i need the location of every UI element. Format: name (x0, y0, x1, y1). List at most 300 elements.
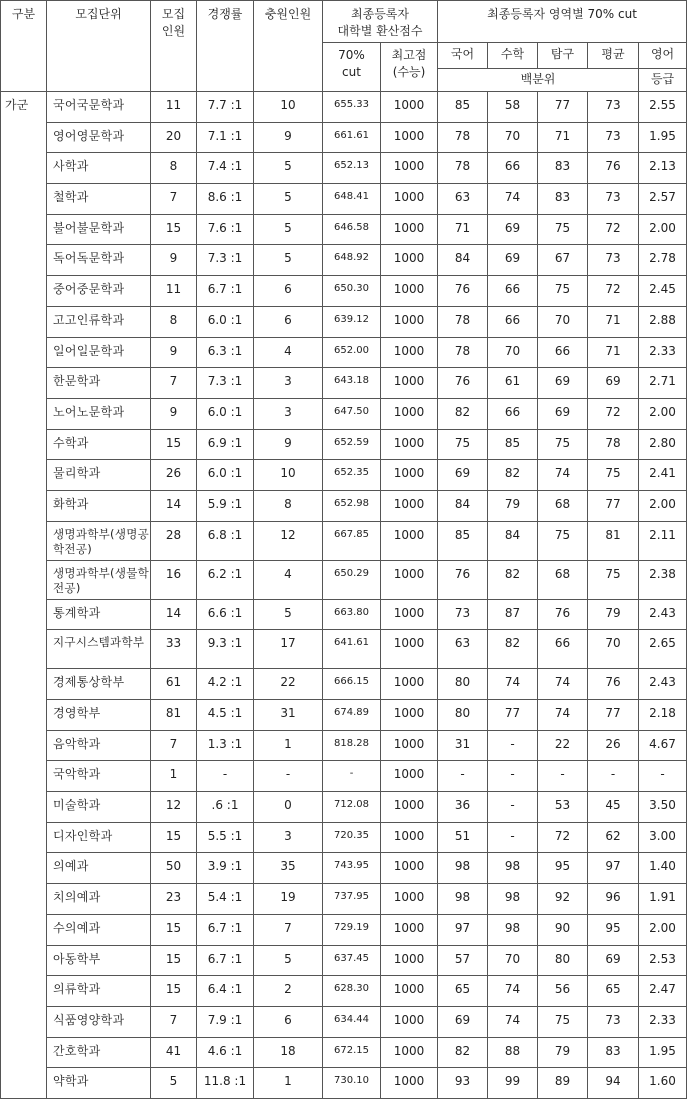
korean-cell: 84 (438, 245, 488, 276)
table-row (1, 368, 687, 399)
table-row (1, 460, 687, 491)
inquiry-cell: 70 (538, 306, 588, 337)
inquiry-cell: 80 (538, 945, 588, 976)
math-cell: - (488, 822, 538, 853)
inquiry-cell: 77 (538, 92, 588, 123)
korean-cell: 84 (438, 490, 488, 521)
math-cell: - (488, 761, 538, 792)
extra-cell: 6 (254, 276, 323, 307)
cut70-cell: 637.45 (323, 945, 381, 976)
korean-cell: 93 (438, 1068, 488, 1099)
average-cell: 96 (588, 884, 639, 915)
average-cell: 76 (588, 669, 639, 700)
cut70-cell: 634.44 (323, 1006, 381, 1037)
math-cell: 82 (488, 460, 538, 491)
competition-cell: 5.5 :1 (197, 822, 254, 853)
max-cell: 1000 (381, 306, 438, 337)
math-cell: 66 (488, 306, 538, 337)
max-cell: 1000 (381, 184, 438, 215)
extra-cell: 4 (254, 337, 323, 368)
header-area-cut: 최종등록자 영역별 70% cut (438, 1, 687, 43)
average-cell: 81 (588, 521, 639, 560)
average-cell: 75 (588, 560, 639, 599)
english-cell: 2.43 (639, 599, 687, 630)
extra-cell: 31 (254, 700, 323, 731)
max-cell: 1000 (381, 214, 438, 245)
max-cell: 1000 (381, 560, 438, 599)
english-cell: 2.45 (639, 276, 687, 307)
extra-cell: 4 (254, 560, 323, 599)
average-cell: 95 (588, 914, 639, 945)
table-row (1, 214, 687, 245)
math-cell: 98 (488, 884, 538, 915)
english-cell: 3.00 (639, 822, 687, 853)
table-row (1, 599, 687, 630)
math-cell: 70 (488, 945, 538, 976)
math-cell: 98 (488, 914, 538, 945)
quota-cell: 1 (151, 761, 197, 792)
english-cell: 2.38 (639, 560, 687, 599)
english-cell: 2.41 (639, 460, 687, 491)
math-cell: 61 (488, 368, 538, 399)
korean-cell: 71 (438, 214, 488, 245)
extra-cell: 35 (254, 853, 323, 884)
inquiry-cell: 68 (538, 560, 588, 599)
quota-cell: 11 (151, 276, 197, 307)
korean-cell: 76 (438, 560, 488, 599)
table-row (1, 92, 687, 123)
table-row (1, 276, 687, 307)
max-cell: 1000 (381, 429, 438, 460)
average-cell: 62 (588, 822, 639, 853)
extra-cell: 9 (254, 122, 323, 153)
average-cell: 73 (588, 245, 639, 276)
competition-cell: 1.3 :1 (197, 730, 254, 761)
extra-cell: 5 (254, 214, 323, 245)
max-cell: 1000 (381, 1037, 438, 1068)
math-cell: 74 (488, 669, 538, 700)
extra-cell: 0 (254, 792, 323, 823)
table-row (1, 945, 687, 976)
competition-cell: 3.9 :1 (197, 853, 254, 884)
unit-cell: 물리학과 (47, 460, 151, 491)
english-cell: 2.33 (639, 1006, 687, 1037)
english-cell: 1.95 (639, 1037, 687, 1068)
header-percentile: 백분위 (438, 69, 639, 92)
max-cell: 1000 (381, 398, 438, 429)
cut70-cell: 652.35 (323, 460, 381, 491)
korean-cell: 69 (438, 460, 488, 491)
english-cell: 1.95 (639, 122, 687, 153)
inquiry-cell: 68 (538, 490, 588, 521)
cut70-cell: - (323, 761, 381, 792)
unit-cell: 수학과 (47, 429, 151, 460)
average-cell: 77 (588, 700, 639, 731)
competition-cell: 7.4 :1 (197, 153, 254, 184)
unit-cell: 화학과 (47, 490, 151, 521)
quota-cell: 15 (151, 914, 197, 945)
header-average: 평균 (588, 43, 639, 69)
header-korean: 국어 (438, 43, 488, 69)
competition-cell: 5.4 :1 (197, 884, 254, 915)
korean-cell: 78 (438, 153, 488, 184)
inquiry-cell: 75 (538, 276, 588, 307)
average-cell: 78 (588, 429, 639, 460)
korean-cell: 80 (438, 669, 488, 700)
inquiry-cell: 67 (538, 245, 588, 276)
competition-cell: 4.2 :1 (197, 669, 254, 700)
max-cell: 1000 (381, 884, 438, 915)
inquiry-cell: 74 (538, 669, 588, 700)
english-cell: 4.67 (639, 730, 687, 761)
cut70-cell: 730.10 (323, 1068, 381, 1099)
inquiry-cell: 22 (538, 730, 588, 761)
unit-cell: 디자인학과 (47, 822, 151, 853)
table-row (1, 1006, 687, 1037)
inquiry-cell: 74 (538, 460, 588, 491)
max-cell: 1000 (381, 700, 438, 731)
korean-cell: 69 (438, 1006, 488, 1037)
extra-cell: 19 (254, 884, 323, 915)
header-inquiry: 탐구 (538, 43, 588, 69)
quota-cell: 15 (151, 429, 197, 460)
competition-cell: 5.9 :1 (197, 490, 254, 521)
cut70-cell: 818.28 (323, 730, 381, 761)
table-row (1, 884, 687, 915)
math-cell: 82 (488, 560, 538, 599)
cut70-cell: 652.13 (323, 153, 381, 184)
quota-cell: 20 (151, 122, 197, 153)
unit-cell: 영어영문학과 (47, 122, 151, 153)
extra-cell: 8 (254, 490, 323, 521)
inquiry-cell: 56 (538, 976, 588, 1007)
korean-cell: 63 (438, 630, 488, 669)
inquiry-cell: 75 (538, 214, 588, 245)
english-cell: 2.00 (639, 490, 687, 521)
quota-cell: 15 (151, 214, 197, 245)
korean-cell: 75 (438, 429, 488, 460)
cut70-cell: 643.18 (323, 368, 381, 399)
average-cell: 73 (588, 92, 639, 123)
average-cell: 65 (588, 976, 639, 1007)
average-cell: 72 (588, 398, 639, 429)
extra-cell: 2 (254, 976, 323, 1007)
competition-cell: 6.0 :1 (197, 460, 254, 491)
unit-cell: 국어국문학과 (47, 92, 151, 123)
max-cell: 1000 (381, 337, 438, 368)
math-cell: 66 (488, 276, 538, 307)
header-math: 수학 (488, 43, 538, 69)
competition-cell: 7.6 :1 (197, 214, 254, 245)
english-cell: 2.33 (639, 337, 687, 368)
quota-cell: 9 (151, 337, 197, 368)
english-cell: 2.47 (639, 976, 687, 1007)
header-cut70: 70% cut (323, 43, 381, 92)
cut70-cell: 641.61 (323, 630, 381, 669)
quota-cell: 23 (151, 884, 197, 915)
unit-cell: 사학과 (47, 153, 151, 184)
quota-cell: 8 (151, 153, 197, 184)
english-cell: 2.88 (639, 306, 687, 337)
math-cell: 79 (488, 490, 538, 521)
english-cell: 2.55 (639, 92, 687, 123)
table-row (1, 153, 687, 184)
table-body (1, 92, 687, 1099)
unit-cell: 생명과학부(생물학전공) (47, 560, 151, 599)
max-cell: 1000 (381, 245, 438, 276)
inquiry-cell: 71 (538, 122, 588, 153)
english-cell: 2.00 (639, 914, 687, 945)
max-cell: 1000 (381, 460, 438, 491)
english-cell: 1.40 (639, 853, 687, 884)
quota-cell: 14 (151, 490, 197, 521)
competition-cell: 6.0 :1 (197, 306, 254, 337)
cut70-cell: 743.95 (323, 853, 381, 884)
cut70-cell: 628.30 (323, 976, 381, 1007)
table-row (1, 122, 687, 153)
extra-cell: 5 (254, 599, 323, 630)
math-cell: 70 (488, 337, 538, 368)
english-cell: 1.60 (639, 1068, 687, 1099)
quota-cell: 8 (151, 306, 197, 337)
english-cell: 2.53 (639, 945, 687, 976)
quota-cell: 12 (151, 792, 197, 823)
competition-cell: 6.0 :1 (197, 398, 254, 429)
inquiry-cell: 66 (538, 337, 588, 368)
quota-cell: 15 (151, 976, 197, 1007)
average-cell: 83 (588, 1037, 639, 1068)
unit-cell: 통계학과 (47, 599, 151, 630)
competition-cell: 4.5 :1 (197, 700, 254, 731)
quota-cell: 11 (151, 92, 197, 123)
inquiry-cell: - (538, 761, 588, 792)
cut70-cell: 650.29 (323, 560, 381, 599)
cut70-cell: 666.15 (323, 669, 381, 700)
korean-cell: 97 (438, 914, 488, 945)
extra-cell: 1 (254, 1068, 323, 1099)
math-cell: 74 (488, 1006, 538, 1037)
average-cell: 69 (588, 945, 639, 976)
quota-cell: 5 (151, 1068, 197, 1099)
cut70-cell: 655.33 (323, 92, 381, 123)
cut70-cell: 648.92 (323, 245, 381, 276)
quota-cell: 81 (151, 700, 197, 731)
competition-cell: 7.3 :1 (197, 368, 254, 399)
quota-cell: 7 (151, 184, 197, 215)
quota-cell: 41 (151, 1037, 197, 1068)
table-row (1, 490, 687, 521)
extra-cell: 18 (254, 1037, 323, 1068)
competition-cell: .6 :1 (197, 792, 254, 823)
max-cell: 1000 (381, 914, 438, 945)
average-cell: 70 (588, 630, 639, 669)
unit-cell: 고고인류학과 (47, 306, 151, 337)
unit-cell: 국악학과 (47, 761, 151, 792)
unit-cell: 수의예과 (47, 914, 151, 945)
max-cell: 1000 (381, 368, 438, 399)
unit-cell: 치의예과 (47, 884, 151, 915)
english-cell: 2.00 (639, 214, 687, 245)
math-cell: - (488, 792, 538, 823)
english-cell: 1.91 (639, 884, 687, 915)
competition-cell: 6.3 :1 (197, 337, 254, 368)
quota-cell: 7 (151, 368, 197, 399)
table-row (1, 792, 687, 823)
average-cell: 71 (588, 337, 639, 368)
unit-cell: 일어일문학과 (47, 337, 151, 368)
math-cell: 74 (488, 184, 538, 215)
inquiry-cell: 66 (538, 630, 588, 669)
unit-cell: 경제통상학부 (47, 669, 151, 700)
cut70-cell: 661.61 (323, 122, 381, 153)
max-cell: 1000 (381, 92, 438, 123)
korean-cell: 78 (438, 337, 488, 368)
extra-cell: 17 (254, 630, 323, 669)
math-cell: 99 (488, 1068, 538, 1099)
extra-cell: - (254, 761, 323, 792)
inquiry-cell: 69 (538, 398, 588, 429)
quota-cell: 28 (151, 521, 197, 560)
table-row (1, 853, 687, 884)
table-row (1, 429, 687, 460)
competition-cell: - (197, 761, 254, 792)
competition-cell: 8.6 :1 (197, 184, 254, 215)
header-competition: 경쟁률 (197, 1, 254, 92)
cut70-cell: 663.80 (323, 599, 381, 630)
korean-cell: 80 (438, 700, 488, 731)
extra-cell: 9 (254, 429, 323, 460)
max-cell: 1000 (381, 1068, 438, 1099)
korean-cell: 98 (438, 884, 488, 915)
cut70-cell: 652.98 (323, 490, 381, 521)
extra-cell: 3 (254, 398, 323, 429)
header-english: 영어 (639, 43, 687, 69)
unit-cell: 식품영양학과 (47, 1006, 151, 1037)
inquiry-cell: 74 (538, 700, 588, 731)
inquiry-cell: 75 (538, 521, 588, 560)
english-cell: 2.71 (639, 368, 687, 399)
korean-cell: 78 (438, 122, 488, 153)
max-cell: 1000 (381, 792, 438, 823)
unit-cell: 아동학부 (47, 945, 151, 976)
inquiry-cell: 75 (538, 429, 588, 460)
max-cell: 1000 (381, 1006, 438, 1037)
english-cell: 2.78 (639, 245, 687, 276)
cut70-cell: 648.41 (323, 184, 381, 215)
table-row (1, 1037, 687, 1068)
quota-cell: 16 (151, 560, 197, 599)
extra-cell: 6 (254, 306, 323, 337)
cut70-cell: 646.58 (323, 214, 381, 245)
cut70-cell: 737.95 (323, 884, 381, 915)
average-cell: 72 (588, 276, 639, 307)
extra-cell: 6 (254, 1006, 323, 1037)
extra-cell: 1 (254, 730, 323, 761)
cut70-cell: 674.89 (323, 700, 381, 731)
extra-cell: 10 (254, 460, 323, 491)
math-cell: 77 (488, 700, 538, 731)
quota-cell: 50 (151, 853, 197, 884)
max-cell: 1000 (381, 521, 438, 560)
header-max: 최고점 (수능) (381, 43, 438, 92)
inquiry-cell: 83 (538, 184, 588, 215)
korean-cell: 98 (438, 853, 488, 884)
table-row (1, 1068, 687, 1099)
korean-cell: 51 (438, 822, 488, 853)
average-cell: 71 (588, 306, 639, 337)
max-cell: 1000 (381, 822, 438, 853)
quota-cell: 15 (151, 822, 197, 853)
english-cell: 3.50 (639, 792, 687, 823)
average-cell: 45 (588, 792, 639, 823)
math-cell: 69 (488, 245, 538, 276)
extra-cell: 3 (254, 822, 323, 853)
average-cell: 77 (588, 490, 639, 521)
extra-cell: 22 (254, 669, 323, 700)
extra-cell: 7 (254, 914, 323, 945)
korean-cell: 63 (438, 184, 488, 215)
cut70-cell: 672.15 (323, 1037, 381, 1068)
average-cell: 73 (588, 184, 639, 215)
average-cell: 72 (588, 214, 639, 245)
average-cell: 26 (588, 730, 639, 761)
average-cell: - (588, 761, 639, 792)
average-cell: 73 (588, 1006, 639, 1037)
average-cell: 94 (588, 1068, 639, 1099)
math-cell: - (488, 730, 538, 761)
quota-cell: 9 (151, 245, 197, 276)
korean-cell: 85 (438, 521, 488, 560)
inquiry-cell: 95 (538, 853, 588, 884)
math-cell: 87 (488, 599, 538, 630)
max-cell: 1000 (381, 630, 438, 669)
max-cell: 1000 (381, 761, 438, 792)
math-cell: 88 (488, 1037, 538, 1068)
quota-cell: 14 (151, 599, 197, 630)
quota-cell: 15 (151, 945, 197, 976)
unit-cell: 약학과 (47, 1068, 151, 1099)
unit-cell: 불어불문학과 (47, 214, 151, 245)
competition-cell: 6.9 :1 (197, 429, 254, 460)
inquiry-cell: 76 (538, 599, 588, 630)
unit-cell: 미술학과 (47, 792, 151, 823)
average-cell: 73 (588, 122, 639, 153)
competition-cell: 6.4 :1 (197, 976, 254, 1007)
math-cell: 58 (488, 92, 538, 123)
quota-cell: 7 (151, 1006, 197, 1037)
header-final-score: 최종등록자 대학별 환산점수 (323, 1, 438, 43)
table-row (1, 337, 687, 368)
korean-cell: 65 (438, 976, 488, 1007)
competition-cell: 11.8 :1 (197, 1068, 254, 1099)
math-cell: 85 (488, 429, 538, 460)
korean-cell: 73 (438, 599, 488, 630)
inquiry-cell: 53 (538, 792, 588, 823)
max-cell: 1000 (381, 122, 438, 153)
header-quota: 모집 인원 (151, 1, 197, 92)
max-cell: 1000 (381, 853, 438, 884)
competition-cell: 6.6 :1 (197, 599, 254, 630)
unit-cell: 노어노문학과 (47, 398, 151, 429)
unit-cell: 의류학과 (47, 976, 151, 1007)
unit-cell: 한문학과 (47, 368, 151, 399)
math-cell: 74 (488, 976, 538, 1007)
competition-cell: 9.3 :1 (197, 630, 254, 669)
english-cell: - (639, 761, 687, 792)
header-group: 구분 (1, 1, 47, 92)
table-row (1, 730, 687, 761)
english-cell: 2.00 (639, 398, 687, 429)
